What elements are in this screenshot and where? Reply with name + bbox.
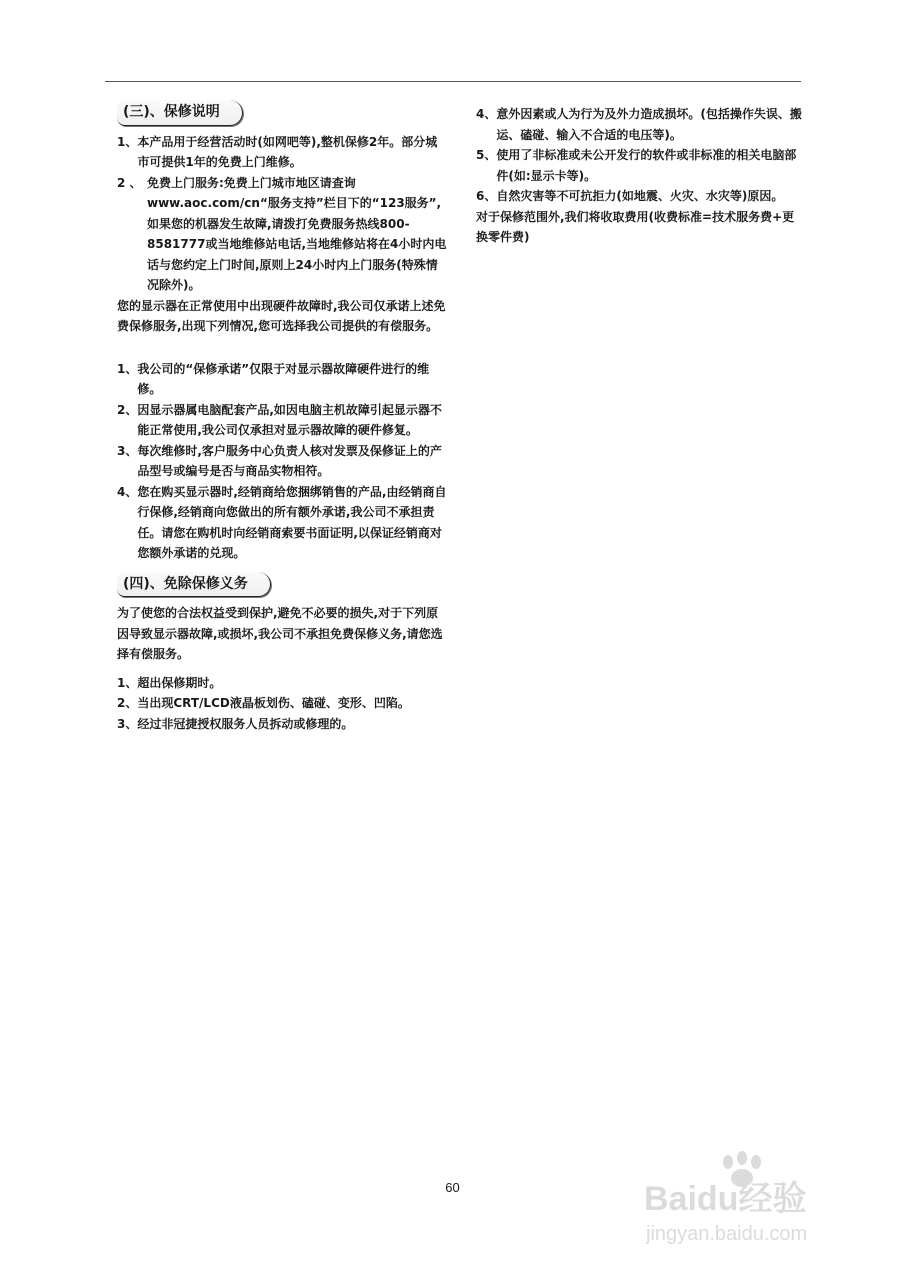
left-column xyxy=(117,100,447,734)
item-text: 免费上门服务:免费上门城市地区请查询www.aoc.com/cn“服务支持”栏目下的“123服务”,如果您的机器发生故障,请拨打免费服务热线800-8581777或当地维修站电话,当地维修站将在4小时内电话与您约定上门时间,原则上24小时内上门服务(特殊情况除外)。 xyxy=(147,175,447,292)
item-text: 经过非冠捷授权服务人员拆动或修理的。 xyxy=(137,716,354,731)
right-column xyxy=(476,104,806,248)
list-item xyxy=(117,359,447,400)
item-number: 4、 xyxy=(117,484,138,499)
item-number: 4、 xyxy=(476,107,497,121)
section3-heading: (三)、保修说明 xyxy=(117,100,243,126)
section3-paragraph: 您的显示器在正常使用中出现硬件故障时,我公司仅承诺上述免费保修服务,出现下列情况,您可选择我公司提供的有偿服务。 xyxy=(117,298,446,333)
item-number: 1、 xyxy=(117,134,138,149)
item-text: 我公司的“保修承诺”仅限于对显示器故障硬件进行的维修。 xyxy=(137,361,430,396)
item-number: 1、 xyxy=(117,361,138,376)
list-item xyxy=(476,186,806,207)
item-text: 意外因素或人为行为及外力造成损坏。(包括操作失误、搬运、磕碰、输入不合适的电压等)。 xyxy=(496,107,802,142)
item-number: 2、 xyxy=(117,696,138,710)
section4-paragraph: 为了使您的合法权益受到保护,避免不必要的损失,对于下列原因导致显示器故障,或损坏,我公司不承担免费保修义务,请您选择有偿服务。 xyxy=(117,606,443,661)
list-item xyxy=(117,714,447,735)
item-number: 6、 xyxy=(476,189,497,203)
item-text: 自然灾害等不可抗拒力(如地震、火灾、水灾等)原因。 xyxy=(496,189,784,203)
item-text: 您在购买显示器时,经销商给您捆绑销售的产品,由经销商自行保修,经销商向您做出的所有额外承诺,我公司不承担责任。请您在购机时向经销商索要书面证明,以保证经销商对您额外承诺的兑现。 xyxy=(137,484,447,560)
item-number: 1、 xyxy=(117,675,138,690)
item-text: 每次维修时,客户服务中心负责人核对发票及保修证上的产品型号或编号是否与商品实物相符。 xyxy=(137,443,442,478)
list-item xyxy=(117,673,447,694)
item-number: 2 、 xyxy=(117,175,142,190)
list-item xyxy=(117,693,447,714)
list-item xyxy=(117,441,447,482)
list-item xyxy=(117,173,447,296)
baidu-watermark xyxy=(640,1150,870,1250)
section4-heading: (四)、免除保修义务 xyxy=(117,572,271,598)
item-text: 本产品用于经营活动时(如网吧等),整机保修2年。部分城市可提供1年的免费上门维修。 xyxy=(137,134,438,169)
item-number: 5、 xyxy=(476,148,497,162)
item-text: 使用了非标准或未公开发行的软件或非标准的相关电脑部件(如:显示卡等)。 xyxy=(496,148,797,183)
list-item xyxy=(117,132,447,173)
watermark-url: jingyan.baidu.com xyxy=(646,1223,808,1245)
list-item xyxy=(117,482,447,564)
watermark-brand: Baidu经验 xyxy=(644,1180,807,1218)
item-text: 当出现CRT/LCD液晶板划伤、磕碰、变形、凹陷。 xyxy=(137,696,410,710)
item-number: 2、 xyxy=(117,402,138,417)
item-text: 因显示器属电脑配套产品,如因电脑主机故障引起显示器不能正常使用,我公司仅承担对显示器故障的硬件修复。 xyxy=(137,402,442,437)
item-text: 超出保修期时。 xyxy=(137,675,222,690)
right-paragraph: 对于保修范围外,我们将收取费用(收费标准=技术服务费+更换零件费) xyxy=(476,209,795,244)
list-item xyxy=(476,145,806,186)
header-rule xyxy=(105,81,801,82)
item-number: 3、 xyxy=(117,443,138,458)
item-number: 3、 xyxy=(117,716,138,731)
list-item xyxy=(476,104,806,145)
list-item xyxy=(117,400,447,441)
page-number: 60 xyxy=(445,1180,460,1195)
